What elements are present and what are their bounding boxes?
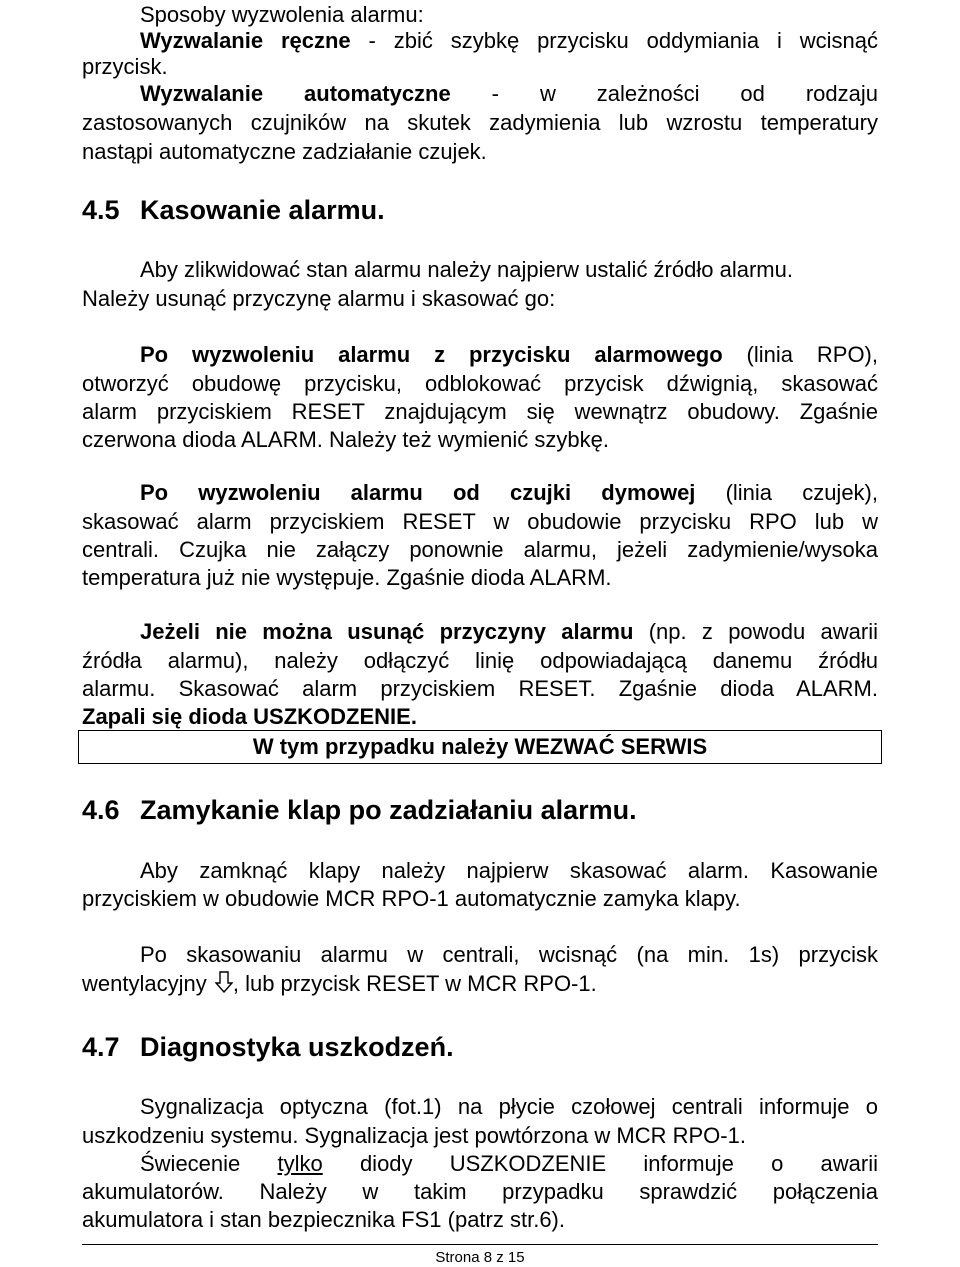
rpo-reset-line-4: czerwona dioda ALARM. Należy też wymienić szybkę. [82,427,609,452]
footer-rule [82,1244,878,1245]
battery-underlined: tylko [277,1151,323,1176]
no-fix-line-1 [140,617,878,646]
section-number: 4.7 [82,1032,120,1062]
manual-trigger-label: Wyzwalanie ręczne [140,28,351,53]
vent-button-text-b: , lub przycisk RESET w MCR RPO-1. [232,971,597,996]
auto-trigger-line-2: zastosowanych czujników na skutek zadymienia lub wzrostu temperatury [82,110,878,135]
no-fix-bold: Jeżeli nie można usunąć przyczyny alarmu [140,619,634,644]
close-flaps-line-1: Aby zamknąć klapy należy najpierw skasować alarm. Kasowanie [140,858,878,883]
diag-line-1: Sygnalizacja optyczna (fot.1) na płycie czołowej centrali informuje o [140,1094,878,1119]
rpo-reset-line-3: alarm przyciskiem RESET znajdującym się wewnątrz obudowy. Zgaśnie [82,399,878,424]
battery-line-1 [140,1149,878,1178]
section-number: 4.5 [82,195,120,225]
hollow-down-arrow-icon [215,971,233,1000]
section-heading-4-7 [82,1030,454,1064]
reset-intro-line-1: Aby zlikwidować stan alarmu należy najpierw ustalić źródło alarmu. [140,257,793,282]
no-fix-line-3: alarmu. Skasować alarm przyciskiem RESET. Zgaśnie dioda ALARM. [82,676,878,701]
vent-button-text-a: wentylacyjny [82,971,213,996]
smoke-reset-line-2: skasować alarm przyciskiem RESET w obudowie przycisku RPO lub w [82,509,878,534]
vent-button-line-2 [82,969,878,1000]
section-title: Zamykanie klap po zadziałaniu alarmu. [140,795,637,825]
smoke-reset-line-3: centrali. Czujka nie załączy ponownie alarmu, jeżeli zadymienie/wysoka [82,537,878,562]
no-fix-line-4: Zapali się dioda USZKODZENIE. [82,704,417,729]
battery-line-3: akumulatora i stan bezpiecznika FS1 (patrz str.6). [82,1207,565,1232]
diag-line-2: uszkodzeniu systemu. Sygnalizacja jest powtórzona w MCR RPO-1. [82,1123,746,1148]
vent-button-line-1: Po skasowaniu alarmu w centrali, wcisnąć (na min. 1s) przycisk [140,942,878,967]
smoke-reset-line-4: temperatura już nie występuje. Zgaśnie dioda ALARM. [82,565,612,590]
battery-line-2: akumulatorów. Należy w takim przypadku sprawdzić połączenia [82,1179,878,1204]
auto-trigger-line-3: nastąpi automatyczne zadziałanie czujek. [82,139,487,164]
smoke-reset-line-1 [140,478,878,507]
manual-trigger-cont: przycisk. [82,54,168,79]
rpo-reset-rest: (linia RPO), [722,342,878,367]
auto-trigger-label: Wyzwalanie automatyczne [140,81,451,106]
rpo-reset-bold: Po wyzwoleniu alarmu z przycisku alarmowego [140,342,723,367]
section-heading-4-5 [82,193,385,227]
trigger-methods-intro: Sposoby wyzwolenia alarmu: [140,2,424,27]
page-number: Strona 8 z 15 [435,1249,525,1266]
reset-intro-line-2: Należy usunąć przyczynę alarmu i skasować go: [82,286,556,311]
smoke-reset-rest: (linia czujek), [695,480,878,505]
battery-text-a: Świecenie [140,1151,278,1176]
service-notice-box: W tym przypadku należy WEZWAĆ SERWIS [78,730,882,764]
no-fix-rest: (np. z powodu awarii [633,619,879,644]
close-flaps-line-2: przyciskiem w obudowie MCR RPO-1 automatycznie zamyka klapy. [82,886,741,911]
section-number: 4.6 [82,795,120,825]
auto-trigger-text: - w zależności od rodzaju [450,81,878,106]
section-heading-4-6 [82,793,637,827]
manual-trigger-line [140,26,878,55]
rpo-reset-line-2: otworzyć obudowę przycisku, odblokować przycisk dźwignią, skasować [82,371,878,396]
rpo-reset-line-1 [140,340,878,369]
auto-trigger-line [140,79,878,108]
no-fix-line-2: źródła alarmu), należy odłączyć linię odpowiadającą danemu źródłu [82,648,878,673]
smoke-reset-bold: Po wyzwoleniu alarmu od czujki dymowej [140,480,696,505]
battery-text-b: diody USZKODZENIE informuje o awarii [322,1151,878,1176]
manual-trigger-text: - zbić szybkę przycisku oddymiania i wcisnąć [350,28,879,53]
section-title: Kasowanie alarmu. [140,195,385,225]
section-title: Diagnostyka uszkodzeń. [140,1032,454,1062]
